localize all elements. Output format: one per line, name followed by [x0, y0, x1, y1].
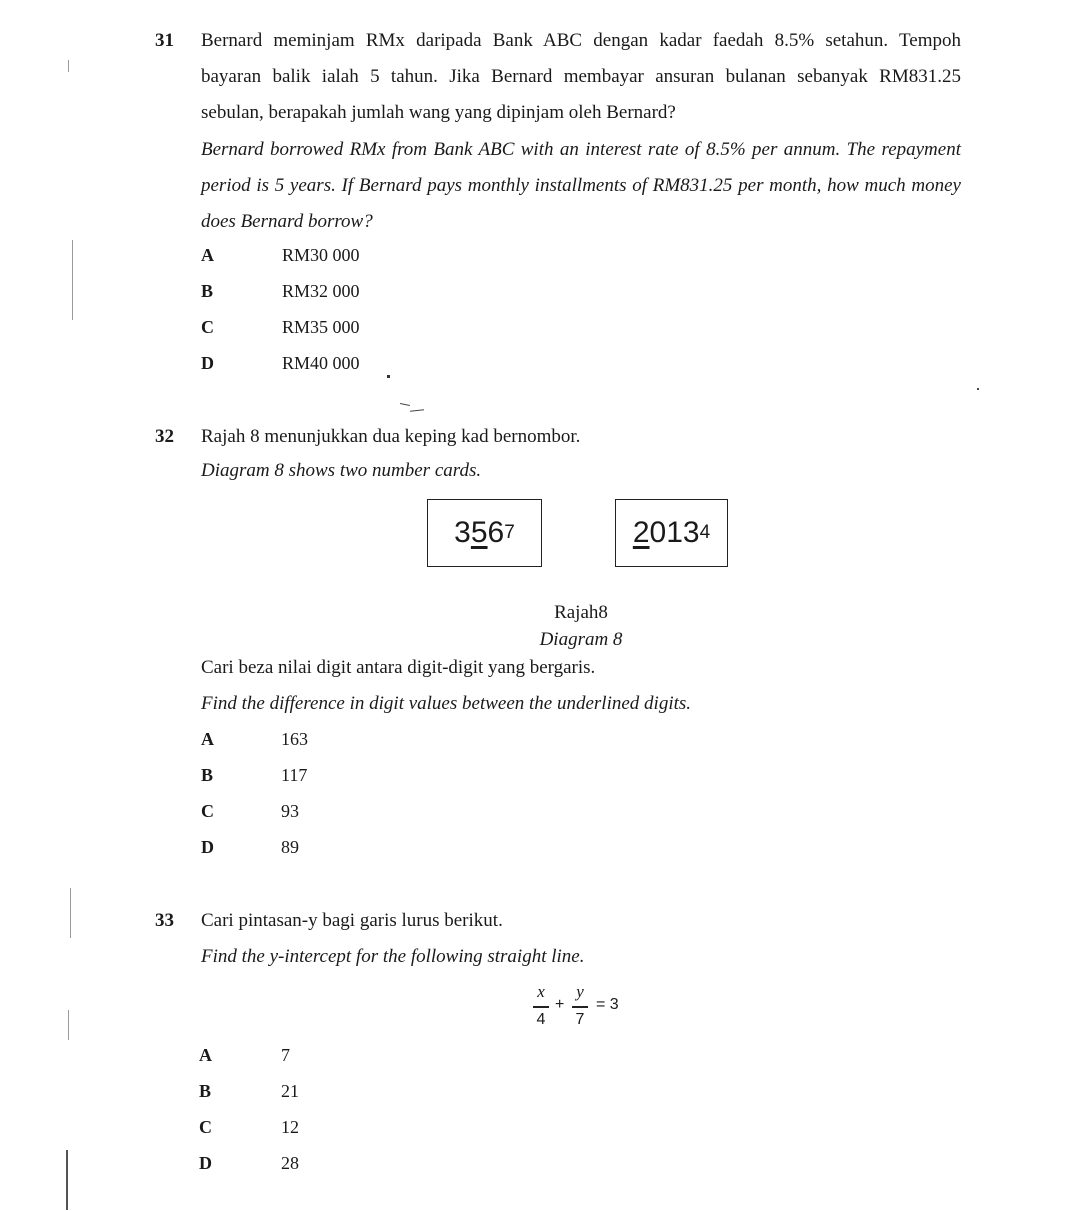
question-text-malay: Cari pintasan-y bagi garis lurus berikut.: [201, 910, 503, 931]
scan-mark: [68, 60, 69, 72]
fraction-bar: [572, 1006, 588, 1008]
number-card: [427, 499, 542, 567]
card-digits: 013: [649, 516, 700, 549]
diagram-caption-english: [481, 629, 681, 651]
option-value[interactable]: 89: [281, 837, 299, 857]
option-value[interactable]: RM40 000: [282, 353, 360, 373]
option-value[interactable]: 7: [281, 1045, 290, 1065]
question-text-malay: bayaran balik ialah 5 tahun. Jika Bernard membayar ansuran bulanan sebanyak RM831.25: [201, 66, 961, 87]
stray-mark: [400, 403, 410, 406]
question-text-malay: Cari beza nilai digit antara digit-digit yang bergaris.: [201, 657, 596, 678]
diagram-caption-malay: Rajah8: [554, 602, 608, 623]
option-value[interactable]: 163: [281, 729, 308, 749]
scan-mark: [66, 1150, 68, 1210]
option-letter[interactable]: D: [201, 353, 214, 373]
question-number: 31: [155, 30, 174, 51]
fraction-bar: [533, 1006, 549, 1008]
scan-mark: [68, 1010, 69, 1040]
equation-numerator: y: [576, 982, 584, 1001]
option-value[interactable]: 117: [281, 765, 308, 785]
question-number: 33: [155, 910, 174, 931]
equation-denominator: 4: [536, 1011, 546, 1028]
option-letter[interactable]: D: [201, 837, 214, 857]
question-text-english: does Bernard borrow?: [201, 211, 373, 232]
caption-text: Diagram 8: [539, 629, 623, 650]
scan-mark: [72, 240, 73, 320]
number-card: [615, 499, 728, 567]
question-number: 32: [155, 426, 174, 447]
option-letter[interactable]: B: [199, 1081, 212, 1101]
number-base: 4: [699, 522, 711, 543]
option-value[interactable]: 12: [281, 1117, 299, 1137]
scan-mark: [70, 888, 71, 938]
equation-numerator: x: [537, 982, 545, 1001]
question-text-english: Find the difference in digit values between the underlined digits.: [201, 693, 692, 714]
equation-denominator: 7: [575, 1011, 585, 1028]
card-digits: 6: [487, 516, 505, 549]
option-value[interactable]: RM30 000: [282, 245, 360, 265]
option-value[interactable]: 28: [281, 1153, 299, 1173]
option-letter[interactable]: D: [199, 1153, 212, 1173]
option-letter[interactable]: A: [201, 729, 214, 749]
underlined-digit: 5: [470, 516, 488, 549]
question-text-malay: Rajah 8 menunjukkan dua keping kad bernombor.: [201, 426, 581, 447]
question-text-english: Find the y-intercept for the following straight line.: [201, 946, 585, 967]
option-letter[interactable]: A: [201, 245, 214, 265]
option-value[interactable]: RM32 000: [282, 281, 360, 301]
stray-mark: [977, 388, 979, 390]
option-value[interactable]: 21: [281, 1081, 299, 1101]
option-letter[interactable]: C: [201, 801, 214, 821]
option-letter[interactable]: A: [199, 1045, 212, 1065]
option-letter[interactable]: C: [201, 317, 214, 337]
equation-operator: +: [555, 996, 565, 1013]
stray-mark: [387, 375, 390, 378]
option-letter[interactable]: C: [199, 1117, 212, 1137]
option-value[interactable]: RM35 000: [282, 317, 360, 337]
equation-rhs: = 3: [596, 996, 619, 1013]
option-letter[interactable]: B: [201, 765, 214, 785]
card-digits: 3: [454, 516, 471, 549]
stray-mark: [410, 409, 424, 411]
underlined-digit: 2: [632, 516, 650, 549]
question-text-english: Bernard borrowed RMx from Bank ABC with an interest rate of 8.5% per annum. The repayment: [201, 139, 961, 160]
question-text-malay: Bernard meminjam RMx daripada Bank ABC dengan kadar faedah 8.5% setahun. Tempoh: [201, 30, 961, 51]
question-text-english: Diagram 8 shows two number cards.: [201, 460, 482, 481]
option-letter[interactable]: B: [201, 281, 214, 301]
option-value[interactable]: 93: [281, 801, 299, 821]
question-text-english: period is 5 years. If Bernard pays monthly installments of RM831.25 per month, how much money: [201, 175, 961, 196]
number-base: 7: [504, 522, 515, 543]
question-text-malay: sebulan, berapakah jumlah wang yang dipinjam oleh Bernard?: [201, 102, 676, 123]
